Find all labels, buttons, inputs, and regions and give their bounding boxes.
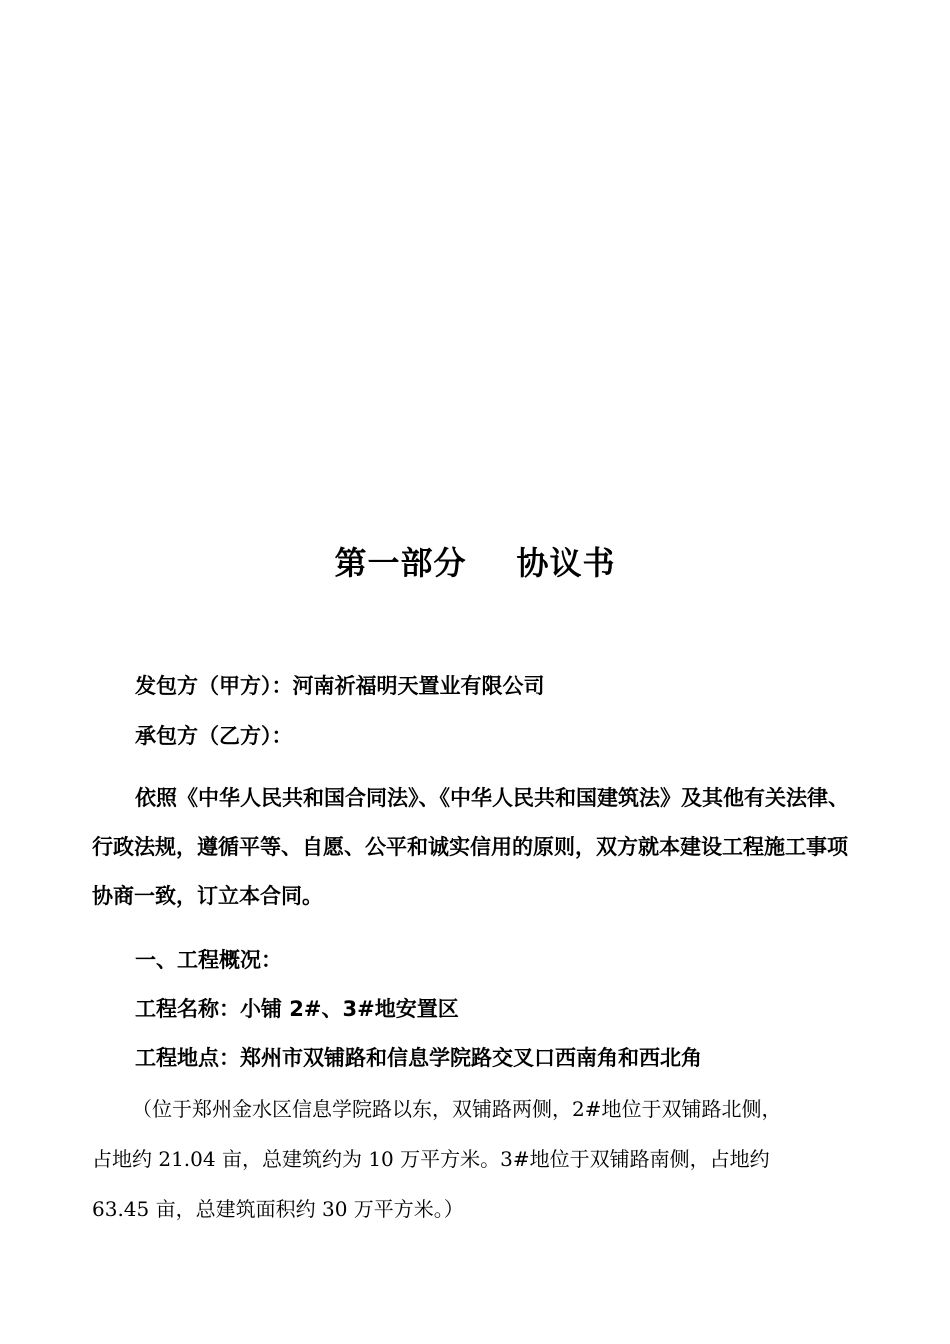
basis-line-2: 行政法规，遵循平等、自愿、公平和诚实信用的原则，双方就本建设工程施工事项	[92, 835, 848, 859]
location-detail-line-2: 占地约 21.04 亩，总建筑约为 10 万平方米。3#地位于双铺路南侧，占地约	[92, 1147, 770, 1171]
project-name: 工程名称：小铺 2#、3#地安置区	[135, 997, 459, 1021]
party-b-line: 承包方（乙方）：	[135, 724, 293, 748]
project-location: 工程地点：郑州市双铺路和信息学院路交叉口西南角和西北角	[135, 1046, 702, 1070]
basis-line-1: 依照《中华人民共和国合同法》、《中华人民共和国建筑法》及其他有关法律、	[135, 786, 849, 810]
title-name: 协议书	[516, 544, 616, 582]
section-heading: 一、工程概况：	[135, 948, 282, 972]
title-part: 第一部分	[334, 544, 467, 582]
location-detail-line-3: 63.45 亩，总建筑面积约 30 万平方米。）	[92, 1197, 464, 1221]
basis-line-3: 协商一致，订立本合同。	[92, 884, 323, 908]
location-detail-line-1: （位于郑州金水区信息学院路以东，双铺路两侧，2#地位于双铺路北侧，	[132, 1097, 782, 1121]
party-a-line: 发包方（甲方）：河南祈福明天置业有限公司	[135, 674, 545, 698]
page-title	[0, 538, 950, 588]
